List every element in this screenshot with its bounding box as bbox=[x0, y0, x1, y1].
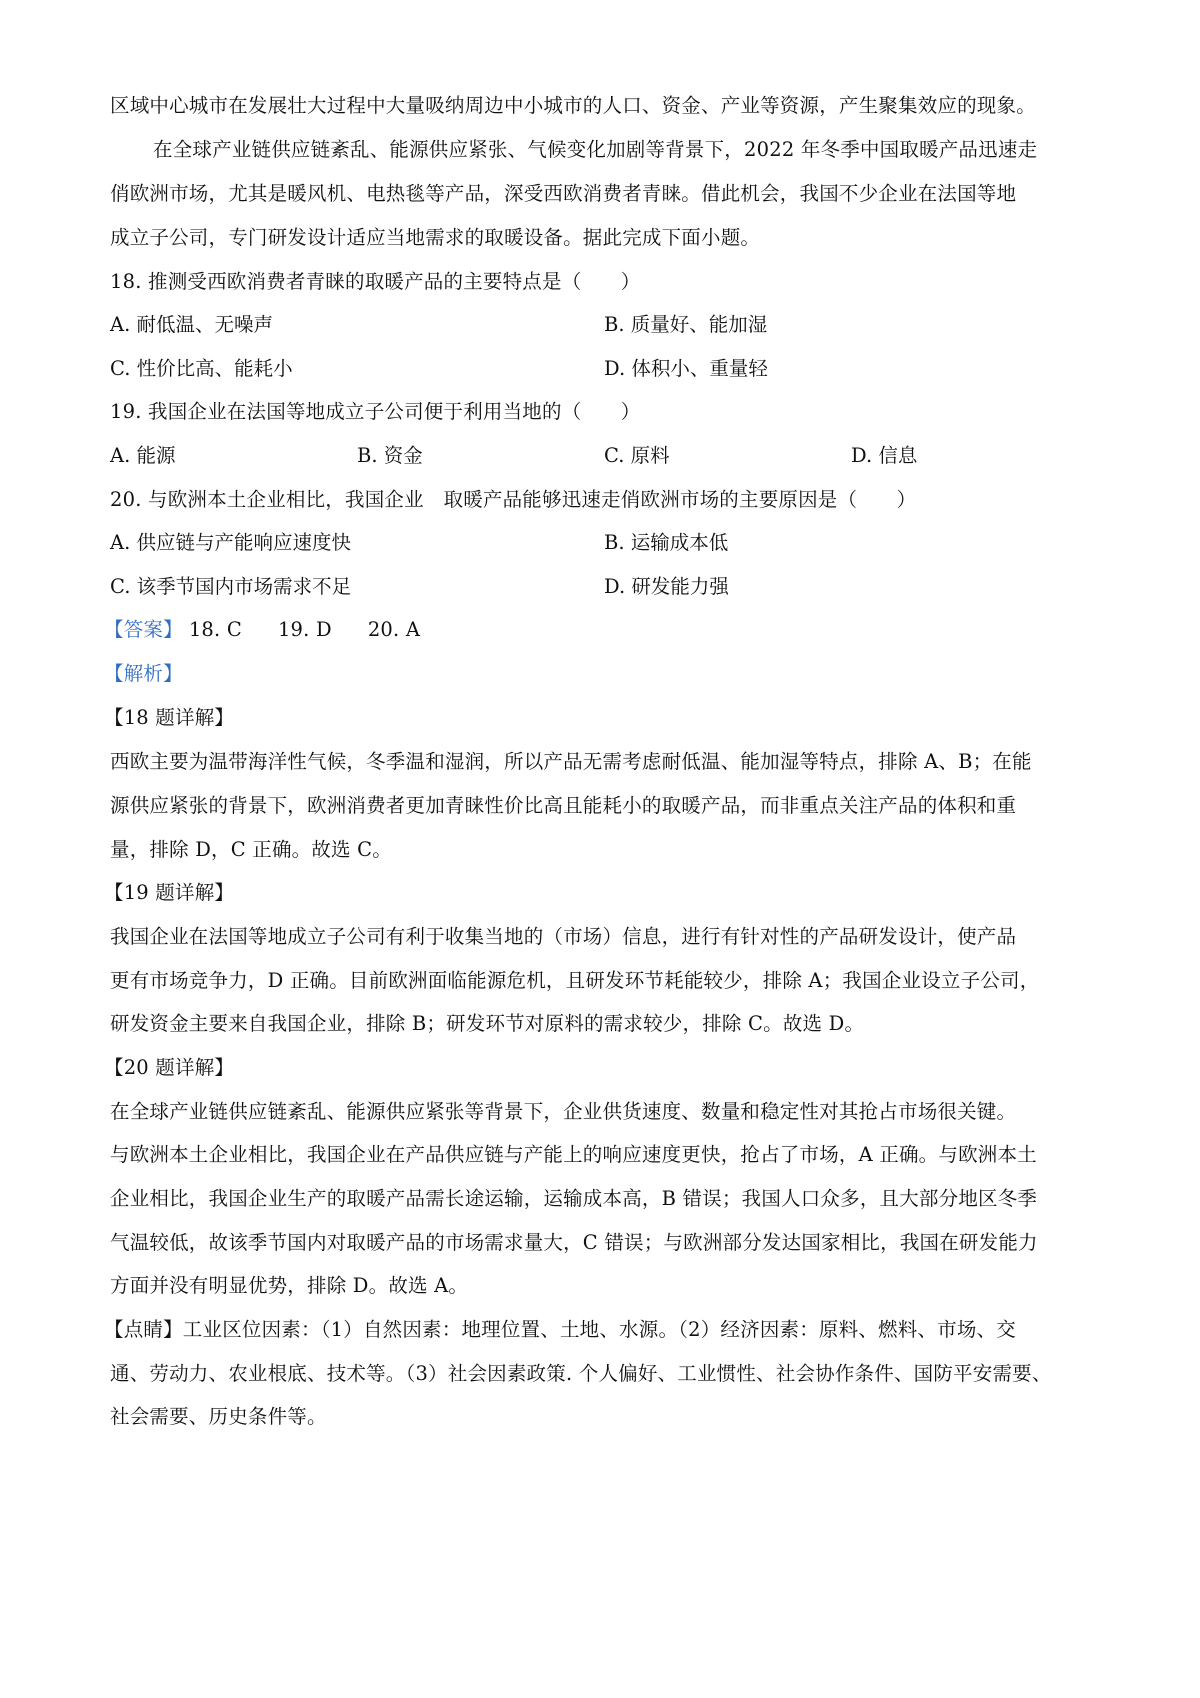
detail-18-line-2: 量，排除 D，C 正确。故选 C。 bbox=[110, 838, 392, 861]
question-18-option-a: A. 耐低温、无噪声 bbox=[110, 313, 273, 336]
detail-19-line-1: 更有市场竞争力，D 正确。目前欧洲面临能源危机，且研发环节耗能较少，排除 A；我国企业设立子公司， bbox=[110, 969, 1040, 992]
question-19-option-a: A. 能源 bbox=[110, 444, 176, 467]
passage-line-1: 在全球产业链供应链紊乱、能源供应紧张、气候变化加剧等背景下，2022 年冬季中国取暖产品迅速走 bbox=[153, 138, 1038, 161]
detail-19-line-2: 研发资金主要来自我国企业，排除 B；研发环节对原料的需求较少，排除 C。故选 D。 bbox=[110, 1012, 865, 1035]
question-18-option-b: B. 质量好、能加湿 bbox=[604, 313, 768, 336]
question-20-option-d: D. 研发能力强 bbox=[604, 575, 729, 598]
answer-item-18: 18. C bbox=[188, 618, 242, 641]
question-19-option-d: D. 信息 bbox=[851, 444, 918, 467]
tip-line-2: 社会需要、历史条件等。 bbox=[110, 1405, 327, 1428]
detail-20-line-2: 企业相比，我国企业生产的取暖产品需长途运输，运输成本高，B 错误；我国人口众多，且大部分地区冬季 bbox=[110, 1187, 1038, 1210]
detail-19-title: 【19 题详解】 bbox=[104, 881, 235, 904]
answer-item-19: 19. D bbox=[277, 618, 332, 641]
question-18-option-c: C. 性价比高、能耗小 bbox=[110, 357, 293, 380]
answer-item-20: 20. A bbox=[367, 618, 421, 641]
passage-line-3: 成立子公司，专门研发设计适应当地需求的取暖设备。据此完成下面小题。 bbox=[110, 226, 761, 249]
question-20-option-a: A. 供应链与产能响应速度快 bbox=[110, 531, 351, 554]
question-18-stem: 18. 推测受西欧消费者青睐的取暖产品的主要特点是（ ） bbox=[110, 270, 641, 293]
question-18-option-d: D. 体积小、重量轻 bbox=[604, 357, 768, 380]
answer-line bbox=[104, 616, 1094, 644]
answer-label: 【答案】 bbox=[104, 618, 183, 641]
question-19-option-c: C. 原料 bbox=[604, 444, 670, 467]
tip-line-0: 【点睛】工业区位因素：（1）自然因素：地理位置、土地、水源。（2）经济因素：原料、燃料、市场、交 bbox=[104, 1318, 1016, 1341]
question-19-stem: 19. 我国企业在法国等地成立子公司便于利用当地的（ ） bbox=[110, 400, 641, 423]
analysis-label: 【解析】 bbox=[104, 662, 183, 685]
detail-18-title: 【18 题详解】 bbox=[104, 706, 235, 729]
question-19-option-b: B. 资金 bbox=[357, 444, 423, 467]
detail-19-line-0: 我国企业在法国等地成立子公司有利于收集当地的（市场）信息，进行有针对性的产品研发设计，使产品 bbox=[110, 925, 1017, 948]
detail-20-line-0: 在全球产业链供应链紊乱、能源供应紧张等背景下，企业供货速度、数量和稳定性对其抢占市场很关键。 bbox=[110, 1100, 1017, 1123]
detail-20-line-3: 气温较低，故该季节国内对取暖产品的市场需求量大，C 错误；与欧洲部分发达国家相比，我国在研发能力 bbox=[110, 1231, 1038, 1254]
detail-20-line-4: 方面并没有明显优势，排除 D。故选 A。 bbox=[110, 1274, 469, 1297]
question-20-option-c: C. 该季节国内市场需求不足 bbox=[110, 575, 352, 598]
detail-18-line-0: 西欧主要为温带海洋性气候，冬季温和湿润，所以产品无需考虑耐低温、能加湿等特点，排除 A、B；在能 bbox=[110, 750, 1032, 773]
detail-20-line-1: 与欧洲本土企业相比，我国企业在产品供应链与产能上的响应速度更快，抢占了市场，A 正确。与欧洲本土 bbox=[110, 1143, 1037, 1166]
passage-line-0: 区域中心城市在发展壮大过程中大量吸纳周边中小城市的人口、资金、产业等资源，产生聚集效应的现象。 bbox=[110, 94, 1036, 117]
passage-line-2: 俏欧洲市场，尤其是暖风机、电热毯等产品，深受西欧消费者青睐。借此机会，我国不少企业在法国等地 bbox=[110, 182, 1017, 205]
question-20-option-b: B. 运输成本低 bbox=[604, 531, 729, 554]
question-20-stem: 20. 与欧洲本土企业相比，我国企业 取暖产品能够迅速走俏欧洲市场的主要原因是（ ） bbox=[110, 488, 917, 511]
tip-line-1: 通、劳动力、农业根底、技术等。（3）社会因素政策. 个人偏好、工业惯性、社会协作条件、国防平安需要、 bbox=[110, 1362, 1052, 1385]
detail-20-title: 【20 题详解】 bbox=[104, 1056, 235, 1079]
detail-18-line-1: 源供应紧张的背景下，欧洲消费者更加青睐性价比高且能耗小的取暖产品，而非重点关注产品的体积和重 bbox=[110, 794, 1017, 817]
